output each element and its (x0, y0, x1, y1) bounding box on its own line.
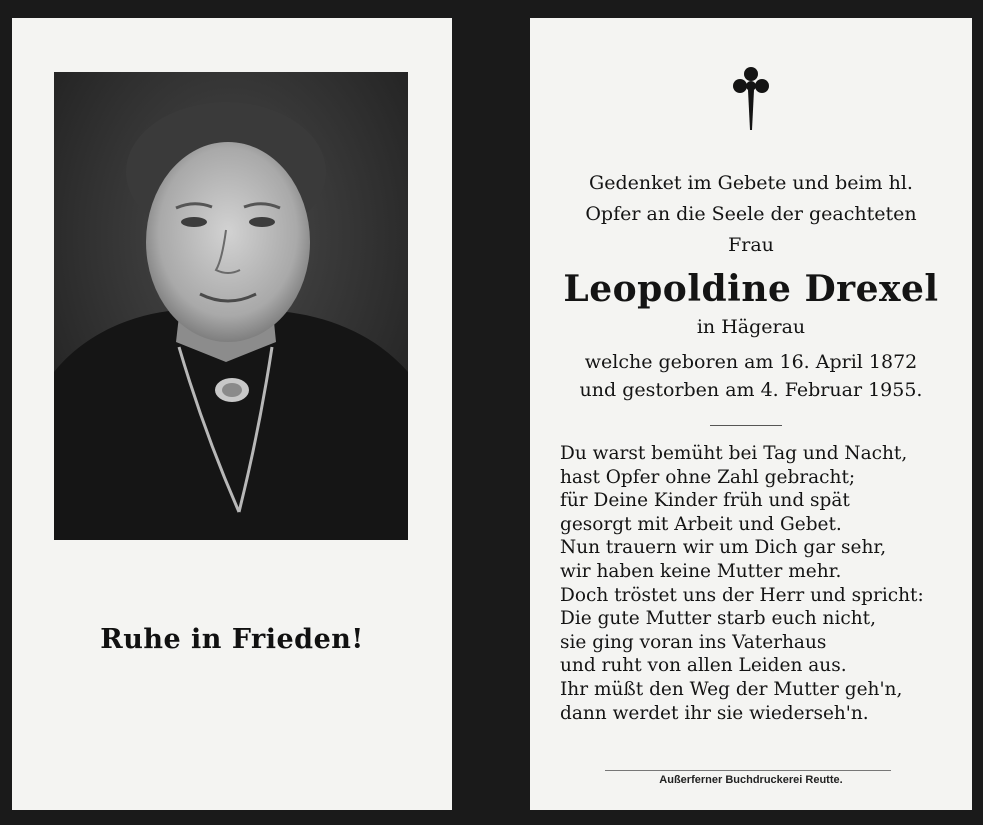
intro-line: Gedenket im Gebete und beim hl. (589, 172, 913, 194)
poem-line: wir haben keine Mutter mehr. (560, 560, 842, 582)
closing-phrase: Ruhe in Frieden! (100, 624, 364, 655)
intro-text (530, 168, 972, 261)
intro-line: Opfer an die Seele der geachteten (585, 203, 917, 225)
residence-place: in Hägerau (696, 316, 806, 338)
poem-line: Die gute Mutter starb euch nicht, (560, 608, 876, 630)
printer-imprint: Außerferner Buchdruckerei Reutte. (659, 774, 843, 786)
memorial-card-text (530, 18, 972, 810)
poem-line: dann werdet ihr sie wiederseh'n. (560, 702, 869, 724)
poem-line: sie ging voran ins Vaterhaus (560, 631, 827, 653)
poem-line: Du warst bemüht bei Tag und Nacht, (560, 443, 908, 464)
poem-line: Doch tröstet uns der Herr und spricht: (560, 584, 924, 606)
memorial-card-front (12, 18, 452, 810)
memorial-poem (560, 442, 960, 725)
cross-icon (731, 64, 771, 138)
printer-divider (605, 770, 891, 771)
poem-line: Ihr müßt den Weg der Mutter geh'n, (560, 678, 903, 700)
portrait-image (54, 72, 408, 540)
poem-line: für Deine Kinder früh und spät (560, 490, 850, 512)
poem-line: hast Opfer ohne Zahl gebracht; (560, 466, 856, 488)
deceased-name: Leopoldine Drexel (563, 268, 939, 310)
poem-line: gesorgt mit Arbeit und Gebet. (560, 513, 842, 535)
poem-line: Nun trauern wir um Dich gar sehr, (560, 537, 887, 559)
birth-date-line: welche geboren am 16. April 1872 (584, 351, 918, 373)
divider-line (710, 425, 782, 426)
intro-line: Frau (728, 234, 774, 256)
death-date-line: und gestorben am 4. Februar 1955. (579, 379, 923, 401)
portrait-photo (54, 72, 408, 540)
poem-line: und ruht von allen Leiden aus. (560, 655, 847, 677)
life-dates (530, 348, 972, 404)
